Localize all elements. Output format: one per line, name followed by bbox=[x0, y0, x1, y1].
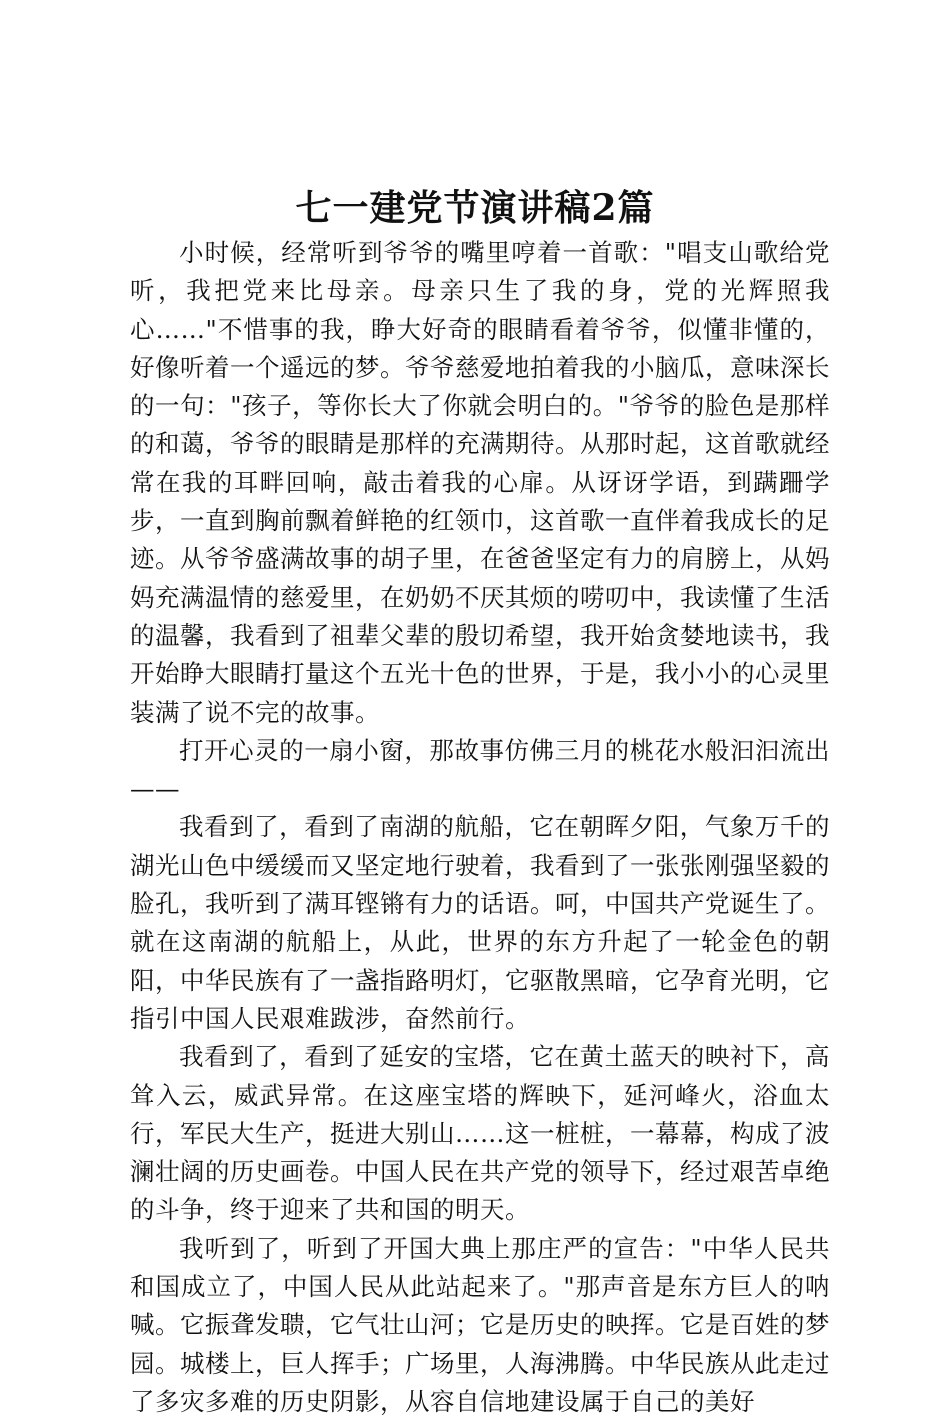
paragraph-open-window: 打开心灵的一扇小窗，那故事仿佛三月的桃花水般汩汩流出—— bbox=[130, 735, 830, 804]
paragraph-childhood-song: 小时候，经常听到爷爷的嘴里哼着一首歌："唱支山歌给党听，我把党来比母亲。母亲只生了我的身，党的光辉照我心……"不惜事的我，睁大好奇的眼睛看着爷爷，似懂非懂的，好像听着一个遥远的梦。爷爷慈爱地拍着我的小脑瓜，意味深长的一句："孩子，等你长大了你就会明白的。"爷爷的脸色是那样的和蔼，爷爷的眼睛是那样的充满期待。从那时起，这首歌就经常在我的耳畔回响，敲击着我的心扉。从讶讶学语，到蹒跚学步，一直到胸前飘着鲜艳的红领巾，这首歌一直伴着我成长的足迹。从爷爷盛满故事的胡子里，在爸爸坚定有力的肩膀上，从妈妈充满温情的慈爱里，在奶奶不厌其烦的唠叨中，我读懂了生活的温馨，我看到了祖辈父辈的殷切希望，我开始贪婪地读书，我开始睁大眼睛打量这个五光十色的世界，于是，我小小的心灵里装满了说不完的故事。 bbox=[130, 238, 830, 727]
paragraph-nanhu-boat: 我看到了，看到了南湖的航船，它在朝晖夕阳，气象万千的湖光山色中缓缓而又坚定地行驶着，我看到了一张张刚强坚毅的脸孔，我听到了满耳铿锵有力的话语。呵，中国共产党诞生了。就在这南湖的航船上，从此，世界的东方升起了一轮金色的朝阳，中华民族有了一盏指路明灯，它驱散黑暗，它孕育光明，它指引中国人民艰难跋涉，奋然前行。 bbox=[130, 812, 830, 1033]
document-title: 七一建党节演讲稿2篇 bbox=[295, 187, 655, 229]
document-body bbox=[130, 234, 830, 1421]
paragraph-founding-ceremony: 我听到了，听到了开国大典上那庄严的宣告："中华人民共和国成立了，中国人民从此站起来了。"那声音是东方巨人的呐喊。它振聋发聩，它气壮山河；它是历史的映挥。它是百姓的梦园。城楼上，巨人挥手；广场里，人海沸腾。中华民族从此走过了多灾多难的历史阴影，从容自信地建设属于自己的美好 bbox=[130, 1233, 830, 1416]
paragraph-yanan-pagoda: 我看到了，看到了延安的宝塔，它在黄土蓝天的映衬下，高耸入云，威武异常。在这座宝塔的辉映下，延河峰火，浴血太行，军民大生产，挺进大别山……这一桩桩，一幕幕，构成了波澜壮阔的历史画卷。中国人民在共产党的领导下，经过艰苦卓绝的斗争，终于迎来了共和国的明天。 bbox=[130, 1042, 830, 1225]
